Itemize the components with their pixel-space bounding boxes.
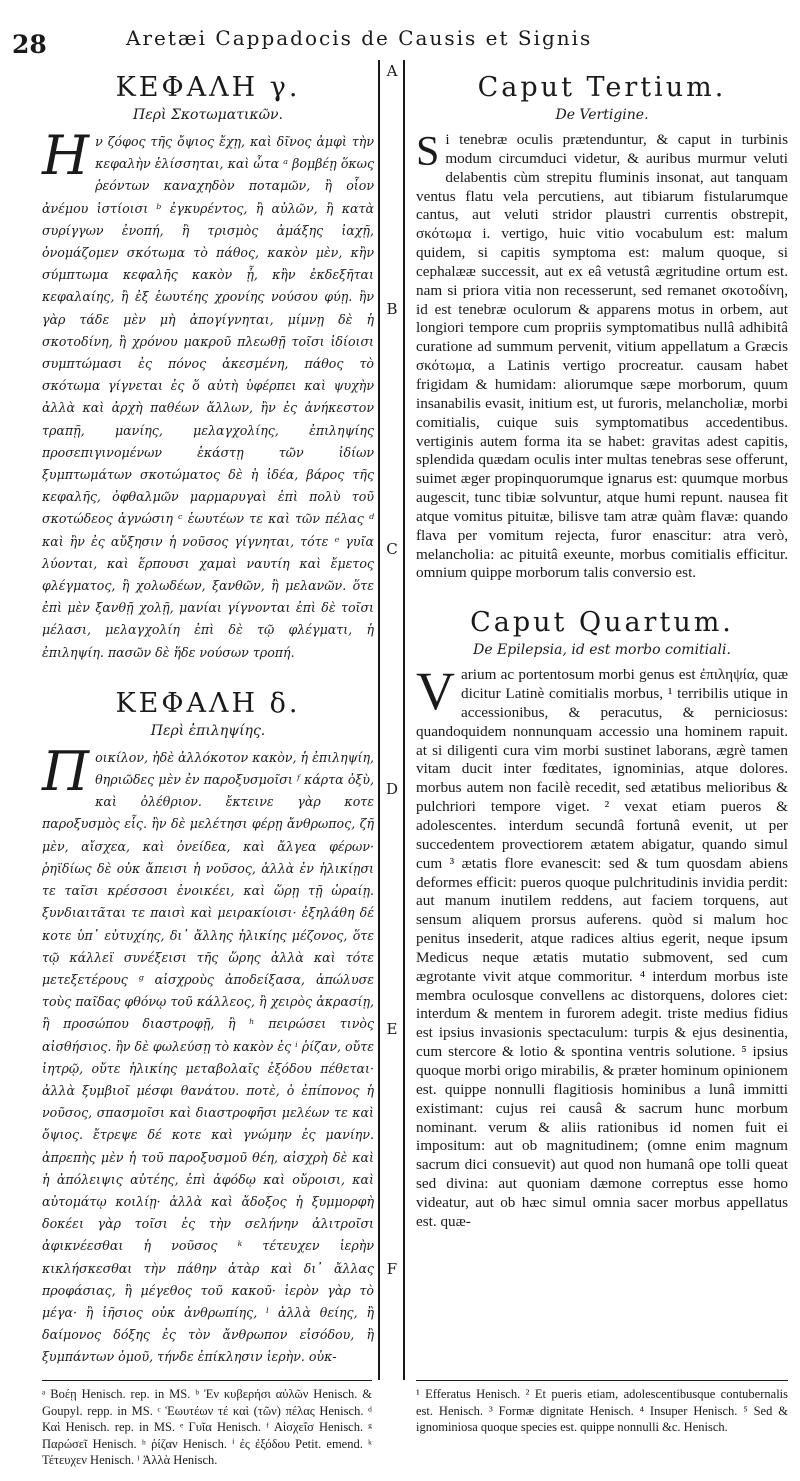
footnotes-greek: ᵃ Βοέῃ Henisch. rep. in MS. ᵇ Ἐν κυβερήσι αὐλῶν Henisch. & Goupyl. repp. in MS. ᶜ Ἑωυτέων τέ καὶ (τῶν) πέλας Henisch. ᵈ Καὶ Henisch. rep. in MS. ᵉ Γυῖα Henisch. ᶠ Αἰσχεΐσ Henisch. ᵍ Παρώσεῖ Henisch. ʰ ῥίζαν Henisch. ⁱ ἐς ἐξόδου Petit. emend. ᵏ Τέτευχεν Henisch. ˡ Ἀλλὰ Henisch.: [42, 1387, 372, 1467]
greek-chapter4-body: οικίλον, ἠδὲ ἀλλόκοτον κακὸν, ἡ ἐπιληψίη, θηριῶδες μὲν ἐν παροξυσμοῖσι ᶠ κάρτα ὀξὺ, καὶ ὀλέθριον. ἔκτεινε γὰρ κοτε παροξυσμὸς εἷς. ἢν δὲ μελέτησι φέρῃ ἄνθρωπος, ζῆ μὲν, αἴσχεα, καὶ ὀνείδεα, καὶ ἄλγεα φέρων· ῥηϊδίως δὲ οὐκ ἄπεισι ἡ νοῦσος, ἀλλὰ ἐν ἡλικίῃσι τε ταῖσι κρέσσοσι ἐνοικέει, καὶ ὥρῃ τῇ ὡραίῃ. ξυνδιαιτᾶται τε παισὶ καὶ μειρακίοισι· ἐξηλάθη δέ κοτε ὑπ᾽ εὐτυχίης, δι᾽ ἄλλης ἡλικίης μέζονος, ὅτε τῷ κάλλεϊ συνέξεισι τῆς ὥρης ἀλλὰ καὶ τότε μετεξετέρους ᵍ αἰσχροὺς ἀποδείξασα, ἀπώλυσε τοὺς παῖδας φθόνῳ τοῦ κάλλεος, ἢ χειρὸς ἀκρασίῃ, ἢ προσώπου διαστροφῇ, ἢ ʰ πειρώσει τινὸς αἰσθήσιος. ἢν δὲ φωλεύσῃ τὸ κακὸν ἐς ⁱ ῥίζαν, οὔτε ἰητρῷ, οὔτε ἡλικίης μεταβολαῖς ἐξόδου πέθεται· ἀλλὰ ξυμβιοῖ μέσφι θανάτου. ποτὲ, ὁ ἐπίπονος ἡ νοῦσος, σπασμοῖσι καὶ διαστροφῆσι μελέων τε καὶ ὄψιος. ἔτρεψε δέ κοτε καὶ γνώμην ἐς μανίην. ἀπρεπὴς μὲν ἡ τοῦ παροξυσμοῦ θέη, αἰσχρὴ δὲ καὶ ἡ ἀπόλειψις αὐτέης, ἐπὶ ἀφόδῳ καὶ οὔροισι, καὶ αὐτομάτῳ κοιλίῃ· ἀλλὰ καὶ ἄδοξος ἡ ξυμμορφὴ δοκέει γὰρ τοῖσι ἐς τὴν σελήνην ἀλιτροῖσι ἀφικνέεσθαι ἡ νοῦσος ᵏ τέτευχεν ἱερὴν κικλήσκεσθαι τὴν πάθην ἀτὰρ καὶ δι᾽ ἄλλας προφάσιας, ἢ μέγεθος τοῦ κακοῦ· ἱερὸν γὰρ τὸ μέγα· ἢ ἰῆσιος οὐκ ἀνθρωπίης, ˡ ἀλλὰ θείης, ἢ δαίμονος δόξης ἐς τὸν ἄνθρωπον εἰσόδου, ἢ ξυμπάντων ὁμοῦ, τήνδε ἐπίκλησιν ἱερὴν. οὐκ-: [42, 749, 374, 1365]
latin-chapter4-dropcap: V: [416, 661, 455, 722]
margin-letter-d: D: [385, 780, 399, 798]
greek-chapter3-title: ΚΕΦΑΛΗ γ.: [115, 72, 301, 103]
margin-letter-b: B: [386, 300, 398, 318]
latin-chapter4-body: arium ac portentosum morbi genus est ἐπιληψία, quæ dicitur Latinè comitialis morbus, ¹ terribilis utique in accessionibus, & peracutus, & perniciosus: quandoquidem nonnunquam accessio una hominem rapuit. at si diligenti cura vim morbi sustinet laborans, ægrè tamen vitam ducit inter fœditates, ignominias, atque dolores. morbus autem non facilè recedit, sed ætatibus melioribus & pulchriori tempore viget. ² vexat etiam pueros & adolescentes. interdum secundâ fortunâ evenit, ut per succedentem provectiorem ætatem abigatur, quando simul cum ³ ætatis flore evanescit: sed & tum quosdam abiens deformes efficit: pueros quoque pulchritudinis invidia perdit: aut manum inutilem reddens, aut faciem torquens, aut sensum aliquem prorsus auferens. quòd si malum hoc penitus insederit, atque radices altius egerit, neque ipsum Medicus neque ætatis mutatio submovent, sed cum ægrotante vivit atque commoritur. ⁴ interdum morbus iste membra oculosque convellens ac distorquens, dolores ciet: interdum & mentem in furorem adegit. triste medius fidius est ipsius invasionis spectaculum: turpis & ejus desinentia, cum stercore & lotio & spontina ventris solutione. ⁵ ipsius quoque morbi origo mirabilis, & præter hominum opinionem est. quippe nonnulli flagitiosis hominibus a lunâ immitti existimant: cujus rei causâ & sacrum hunc morbum nominant. verum & aliis rationibus id nomen fuit ei impositum: aut ob magnitudinem; (omne enim magnum sacrum dici consuevit) aut quod non humanâ ope tolli queat sed divina: aut quoniam dæmone correptus esse homo videatur, aut ob hæc simul omnia sacer morbus appellatus est. quæ-: [416, 666, 788, 1230]
latin-chapter3-title: Caput Tertium.: [477, 72, 727, 103]
latin-chapter4-title: Caput Quartum.: [470, 607, 734, 639]
latin-chapter3-dropcap: S: [416, 129, 440, 175]
margin-letter-a: A: [386, 62, 398, 80]
latin-chapter3-text: [416, 131, 788, 583]
footnote-rule-right: [416, 1380, 788, 1381]
margin-letters: [383, 60, 401, 1380]
greek-chapter3-body: ν ζόφος τῆς ὄψιος ἔχῃ, καὶ δῖνος ἀμφὶ τὴν κεφαλὴν ἑλίσσηται, καὶ ὦτα ᵃ βομβέῃ ὅκως ῥεόντων καναχηδὸν ποταμῶν, ἢ οἷον ἀνέμου ἱστίοισι ᵇ ἐγκυρέντος, ἢ αὐλῶν, ἢ κατὰ συρίγγων ἐνοπή, ἢ τρισμὸς ἀμάξης ἰαχῇ, ὀνομάζομεν σκότωμα τὸ πάθος, κακὸν μὲν, κἢν σύμπτωμα κεφαλῆς κακὸν ᾖ, κἢν ἐκδεξῆται κεφαλαίης, ἢ ἐξ ἑωυτέης χρονίης νούσου φύῃ. ἢν γὰρ τάδε μὲν μὴ ἀπογίγνηται, μίμνῃ δὲ ἡ σκοτοδίνη, ἢ χρόνου μακροῦ πλεωθῇ τοῖσι ἰδίοισι συμπτώμασι ἐς πόνος ἀκεσμένη, πάθος τὸ σκότωμα γίγνεται ἐς ὅ αὐτὴ ὑφέρπει καὶ ψυχὴν ἀλλὰ καὶ ἀρχὴ παθέων ἄλλων, ἢν ἐς ἀνήκεστον τραπῇ, μανίης, μελαγχολίης, ἐπιληψίης προσεπιγινομένων ἑκάστῃ τῶν ἰδίων ξυμπτωμάτων σκοτώματος δὲ ἡ ἰδέα, βάρος τῆς κεφαλῆς, ὀφθαλμῶν μαρμαρυγαὶ ἐπὶ πολὺ τοῦ σκοτώδεος ἀγνώσιη ᶜ ἑωυτέων τε καὶ τῶν πέλας ᵈ καὶ ἢν ἐς αὔξησιν ἡ νοῦσος γίγνηται, τότε ᵉ γυῖα λύονται, καὶ ἕρπουσι χαμαὶ ναυτίη καὶ ἔμετος φλέγματος, ἢ χολωδέων, ξανθῶν, ἢ μελανῶν. ὅτε ἐπὶ μὲν ξανθῇ χολῇ, μανίαι γίγνονται ἐπὶ δὲ τοῖσι μέλασι, μελαγχολίη ἐπὶ δὲ τῷ φλέγματι, ἡ ἐπιληψίη. πασῶν δὲ ἥδε νούσων τροπή.: [42, 134, 374, 660]
greek-chapter4-subtitle: Περὶ ἐπιληψίης.: [150, 722, 266, 739]
footnote-rule-left: [42, 1380, 372, 1381]
column-rule-right: [403, 60, 405, 1380]
greek-chapter4-dropcap: Π: [42, 739, 90, 803]
margin-letter-e: E: [386, 1020, 398, 1038]
greek-chapter3-dropcap: Η: [42, 124, 90, 187]
footnotes-latin: ¹ Efferatus Henisch. ² Et pueris etiam, adolescentibusque contubernalis est. Henisch. ³ Formæ dignitate Henisch. ⁴ Insuper Henisch. ⁵ Sed & ignominiosa quoque species est. quippe nonnulli &c. Henisch.: [416, 1387, 788, 1434]
greek-chapter3-subtitle: Περὶ Σκοτωματικῶν.: [133, 107, 283, 123]
margin-letter-f: F: [386, 1260, 398, 1278]
page-header: [0, 18, 800, 58]
greek-chapter4-title: ΚΕΦΑΛΗ δ.: [115, 687, 301, 719]
greek-chapter4-text: [42, 739, 374, 1369]
greek-column: [42, 62, 374, 1369]
latin-column: [416, 62, 788, 1232]
latin-chapter3-subtitle: De Vertigine.: [555, 107, 649, 123]
running-title: Aretæi Cappadocis de Causis et Signis: [126, 26, 593, 50]
latin-chapter4-subtitle: De Epilepsia, id est morbo comitiali.: [473, 642, 731, 659]
greek-chapter3-text: [42, 124, 374, 664]
column-rule-left: [378, 60, 380, 1380]
page-number: 28: [12, 30, 47, 59]
latin-chapter4-text: [416, 661, 788, 1231]
margin-letter-c: C: [386, 540, 398, 558]
latin-chapter3-body: i tenebræ oculis prætenduntur, & caput in turbinis modum circumduci videtur, & auribus murmur veluti delabentis cùm strepitu fluminis insonat, aut tanquam ventus flatu vela percutiens, aut tibiarum fistularumque cantus, aut veluti stridor plaustri currentis obstrepit, σκότωμα i. vertigo, huic vitio vocabulum est: malum quidem, si capitis symptoma est: malum quoque, si cephalææ successit, aut ex eâ vetustâ ægritudine ortum est. nam si priora vitia non recesserunt, sed remanet σκοτοδίνη, id est tenebræ oculorum & apparens motus in orbem, aut longiori tempore cum propriis symptomatibus nullâ adhibitâ curatione ad summum pervenit, vitium appellatum a Græcis σκότωμα, a Latinis vertigo procreatur. causam habet frigidam & humidam: aliorumque sæpe morborum, quum insanabilis evasit, initium est, ut furoris, melancholiæ, morbi comitialis, cuique suis symptomatibus accedentibus. vertiginis autem forma ita se habet: gravitas adest capitis, splendida quædam oculis inter multas tenebras sese offerunt, suimet æger propinquorumque ignarus est: quumque morbus augescit, tunc tibiæ solvuntur, atque humi repunt. nausea fit atque vomitus pituitæ, bilisve tam atræ quàm flavæ: quando flava per vomitum rejecta, furor enascitur: atra verò, melancholia: ac pituitâ exeunte, morbus comitialis efficitur. omnium quippe morborum talis conversio est.: [416, 131, 788, 582]
